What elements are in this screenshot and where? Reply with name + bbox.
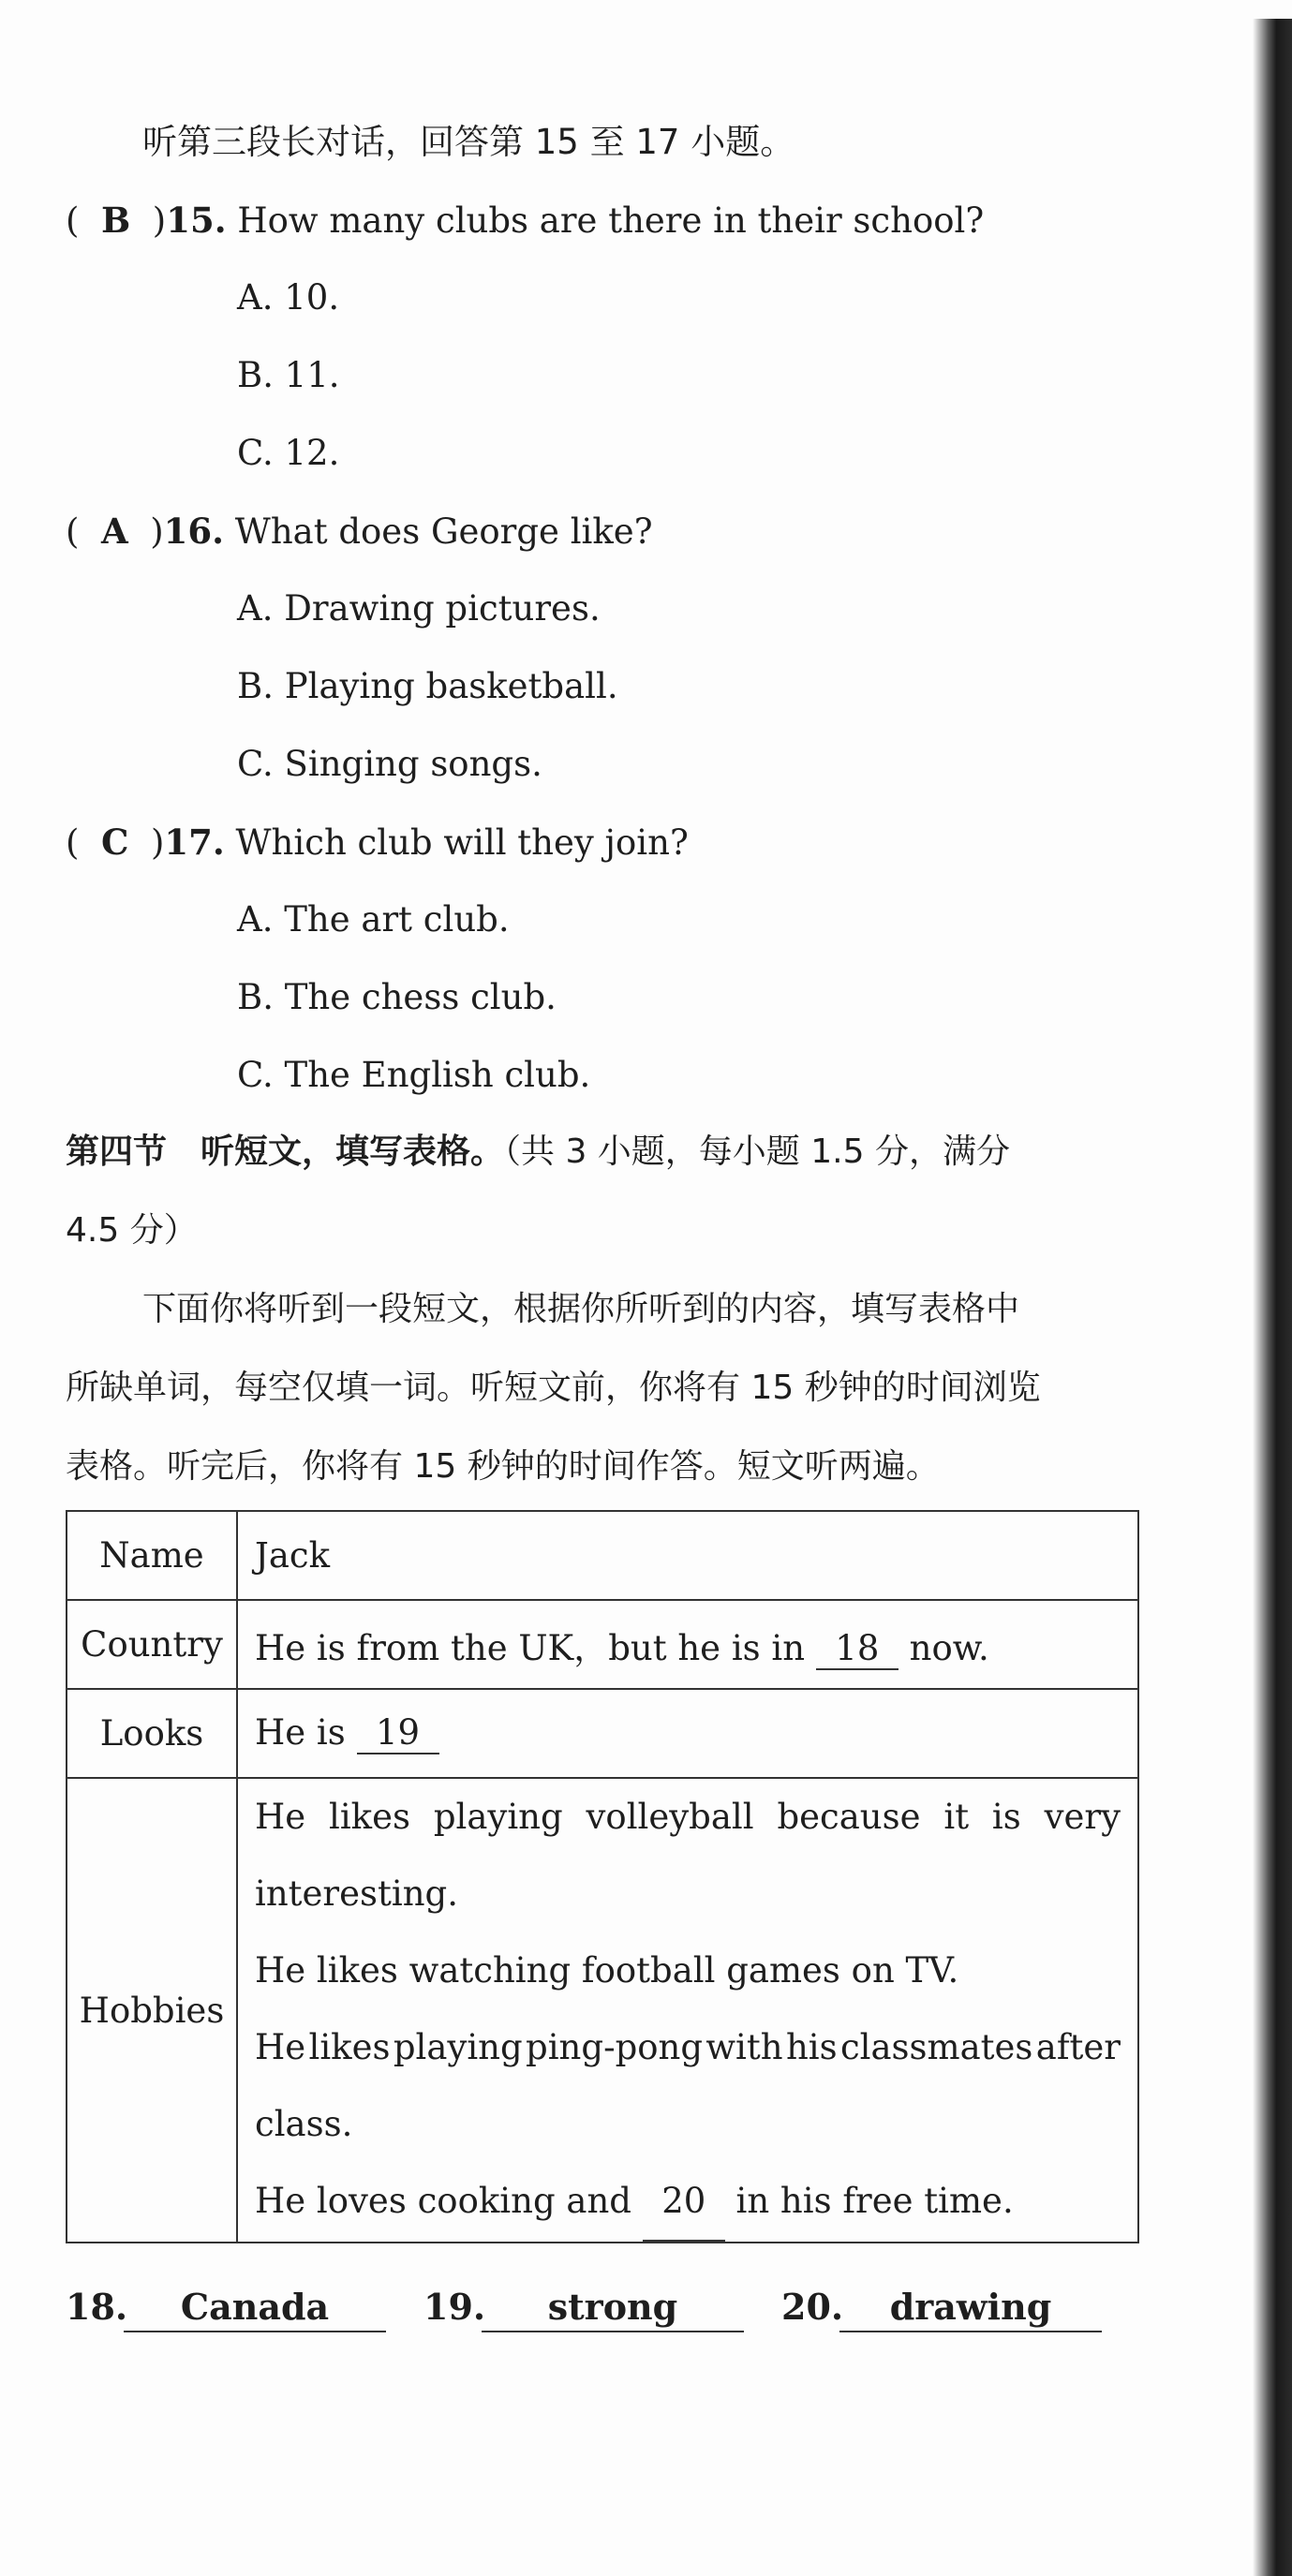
word: is (991, 1797, 1021, 1837)
info-table (66, 1510, 1139, 2243)
word: after (1035, 2027, 1121, 2067)
blank-20: 20 (643, 2163, 725, 2242)
section4-instructions-line2: 所缺单词，每空仅填一词。听短文前，你将有 15 秒钟的时间浏览 (66, 1369, 1041, 1407)
word: playing (393, 2027, 523, 2067)
question-17-answer: C (100, 822, 129, 863)
question-17-option-a: A. The art club. (237, 899, 510, 940)
question-16-option-a: A. Drawing pictures. (237, 588, 601, 629)
section3-intro: 听第三段长对话，回答第 15 至 17 小题。 (142, 122, 795, 162)
question-15-option-b: B. 11. (237, 355, 340, 395)
word: ping-pong (526, 2027, 704, 2067)
question-15-answer: B (100, 200, 131, 241)
question-bracket-open: ( (66, 200, 101, 241)
country-text-after: now. (909, 1627, 989, 1668)
question-15-number: 15. (166, 200, 227, 241)
question-bracket-close: ) (128, 822, 165, 863)
question-15-option-c: C. 12. (237, 433, 340, 473)
table-row (67, 1778, 1138, 2243)
question-bracket-open: ( (66, 822, 101, 863)
question-16-text: What does George like? (234, 511, 653, 552)
table-row (67, 1689, 1138, 1778)
hobby-3-cont: class. (255, 2104, 353, 2144)
word: volleyball (586, 1797, 754, 1837)
looks-label: Looks (67, 1689, 237, 1778)
hobbies-value (237, 1778, 1138, 2243)
question-15-text: How many clubs are there in their school? (237, 200, 985, 241)
question-16-answer: A (100, 511, 128, 552)
looks-value (237, 1689, 1138, 1778)
section4-instructions-line1: 下面你将听到一段短文，根据你所听到的内容，填写表格中 (142, 1290, 1020, 1328)
answer-20-value: drawing (839, 2286, 1102, 2332)
hobby-2: He likes watching football games on TV. (255, 1950, 959, 1991)
country-label: Country (67, 1600, 237, 1689)
question-15 (66, 200, 984, 242)
word: He (255, 2027, 306, 2067)
question-16-number: 16. (163, 511, 225, 552)
answer-18-value: Canada (124, 2286, 386, 2332)
word: very (1044, 1797, 1121, 1837)
country-value (237, 1600, 1138, 1689)
question-17 (66, 822, 689, 864)
hobbies-label: Hobbies (67, 1778, 237, 2243)
blank-18: 18 (816, 1628, 898, 1670)
question-17-option-c: C. The English club. (237, 1055, 591, 1095)
blank-19: 19 (357, 1712, 439, 1754)
word: playing (433, 1797, 563, 1837)
question-16-option-c: C. Singing songs. (237, 744, 542, 784)
word: his (785, 2027, 838, 2067)
question-15-option-a: A. 10. (237, 277, 340, 318)
section4-score-note: （共 3 小题，每小题 1.5 分，满分 (504, 1133, 1010, 1171)
hobby-4-after: in his free time. (735, 2181, 1014, 2221)
word: classmates (839, 2027, 1033, 2067)
word: with (705, 2027, 783, 2067)
word: likes (329, 1797, 410, 1837)
hobby-3-line (255, 2009, 1121, 2086)
table-row (67, 1600, 1138, 1689)
section4-heading (66, 1132, 1010, 1172)
hobby-1-cont: interesting. (255, 1873, 458, 1914)
question-17-text: Which club will they join? (235, 822, 689, 863)
hobby-4 (255, 2163, 1121, 2242)
scan-edge-shadow (1253, 19, 1292, 2576)
question-17-number: 17. (164, 822, 225, 863)
word: because (777, 1797, 921, 1837)
looks-text-before: He is (255, 1712, 346, 1753)
hobby-4-before: He loves cooking and (255, 2181, 631, 2221)
question-bracket-open: ( (66, 511, 101, 552)
word: likes (308, 2027, 391, 2067)
table-row (67, 1511, 1138, 1600)
section4-score-note-cont: 4.5 分） (66, 1211, 198, 1250)
hobby-1-line (255, 1779, 1121, 1856)
question-17-option-b: B. The chess club. (237, 977, 557, 1017)
answer-20-number: 20. (781, 2286, 844, 2328)
name-value: Jack (237, 1511, 1138, 1600)
answer-19-value: strong (482, 2286, 744, 2332)
country-text-before: He is from the UK，but he is in (255, 1627, 806, 1668)
section4-title: 第四节 听短文，填写表格。 (66, 1133, 505, 1171)
word: it (943, 1797, 970, 1837)
answer-19-number: 19. (423, 2286, 486, 2328)
question-bracket-close: ) (127, 511, 164, 552)
word: He (255, 1797, 306, 1837)
name-label: Name (67, 1511, 237, 1600)
section4-instructions-line3: 表格。听完后，你将有 15 秒钟的时间作答。短文听两遍。 (66, 1447, 940, 1486)
question-bracket-close: ) (130, 200, 167, 241)
question-16 (66, 511, 653, 553)
question-16-option-b: B. Playing basketball. (237, 666, 618, 706)
answer-18-number: 18. (66, 2286, 128, 2328)
